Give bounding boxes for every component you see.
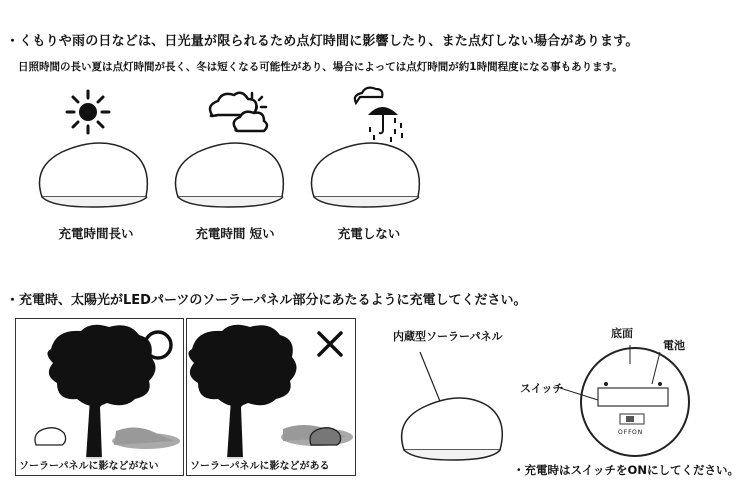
weather-illustrations [0, 85, 750, 225]
caption-no-charge: 充電しない [337, 226, 401, 241]
switch-off-label: OFF [618, 429, 633, 436]
caption-no-shadow: ソーラーパネルに影などがない [17, 457, 161, 472]
bottom-label: 底面 [611, 327, 633, 340]
tree-scene-good [16, 319, 183, 475]
tree-scene-bad [187, 319, 355, 475]
panel-no-shadow [15, 318, 184, 476]
switch-label: スイッチ [520, 382, 564, 395]
charging-note: ・充電時、太陽光がLEDパーツのソーラーパネル部分にあたるように充電してください。 [6, 293, 527, 308]
panel-with-shadow [186, 318, 356, 476]
battery-label: 電池 [663, 339, 685, 352]
caption-short-charge: 充電時間 短い [195, 226, 275, 241]
builtin-panel-label: 内蔵型ソーラーパネル [393, 330, 503, 343]
cloud-sun-icon [210, 93, 267, 131]
caption-long-charge: 充電時間長い [58, 226, 134, 241]
stone-light-side-view [390, 340, 510, 470]
caption-with-shadow: ソーラーパネルに影などがある [188, 457, 332, 472]
stone-light-short [176, 143, 284, 207]
season-note: 日照時間の長い夏は点灯時間が長く、冬は短くなる可能性があり、場合によっては点灯時間が約1時間程度になる事もあります。 [18, 61, 623, 73]
sun-icon [67, 91, 109, 133]
weather-note: ・くもりや雨の日などは、日光量が限られるため点灯時間に影響したり、また点灯しない場合があります。 [6, 34, 639, 49]
switch-on-label: ON [632, 429, 644, 436]
stone-light-long [40, 143, 148, 207]
stone-light-none [312, 143, 420, 207]
rain-umbrella-icon [355, 88, 403, 142]
switch-note: ・充電時はスイッチをONにしてください。 [513, 463, 739, 477]
cross-ng-icon [319, 333, 341, 355]
bottom-view [560, 340, 710, 460]
battery-compartment [598, 388, 668, 406]
